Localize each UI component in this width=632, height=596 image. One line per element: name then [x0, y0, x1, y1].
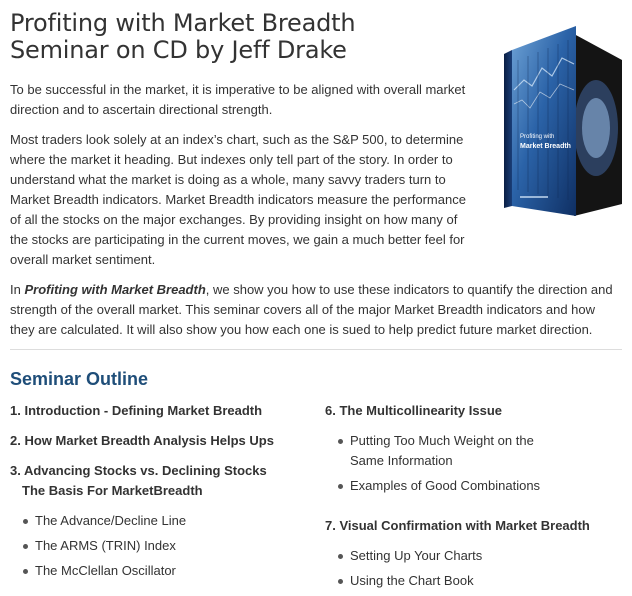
outline-item-3: 3. Advancing Stocks vs. Declining Stocks [10, 463, 267, 478]
outline-item-6: 6. The Multicollinearity Issue [325, 403, 502, 418]
intro-paragraph-1: To be successful in the market, it is imperative to be aligned with overall market direction and to ascertain directional strength. [10, 82, 466, 117]
product-box-image [500, 20, 622, 216]
outline-subitem-advance-decline: The Advance/Decline Line [35, 513, 187, 528]
outline-item-3-continued: The Basis For MarketBreadth [22, 483, 203, 498]
page-title [10, 10, 355, 64]
outline-item-7: 7. Visual Confirmation with Market Breadth [325, 518, 590, 533]
outline-subitem-too-much-weight-continued: Same Information [350, 453, 453, 468]
seminar-title-emphasis: Profiting with Market Breadth [24, 282, 206, 297]
section-divider [10, 349, 622, 350]
outline-item-2: 2. How Market Breadth Analysis Helps Ups [10, 433, 274, 448]
outline-subitem-good-combinations: Examples of Good Combinations [350, 478, 541, 493]
seminar-outline-heading: Seminar Outline [10, 369, 149, 389]
outline-subitem-setting-up-charts: Setting Up Your Charts [350, 548, 483, 563]
outline-subitem-too-much-weight: Putting Too Much Weight on the [350, 433, 534, 448]
intro-paragraph-2: Most traders look solely at an index’s chart, such as the S&P 500, to determine where the market it heading. But indexes only tell part of the story. In order to understand what the market is doing as a whole, many savvy traders turn to Market Breadth indicators. Market Breadth indicators measure the performance of all the stocks on the major exchanges. By providing insight on how many of the stocks are participating in the current moves, we gain a much better feel for overall market sentiment. [10, 132, 466, 267]
bullet-icon [338, 439, 343, 444]
outline-subitem-arms-index: The ARMS (TRIN) Index [35, 538, 176, 553]
bullet-icon [23, 519, 28, 524]
outline-subitem-chart-book: Using the Chart Book [350, 573, 474, 588]
bullet-icon [338, 484, 343, 489]
bullet-icon [338, 554, 343, 559]
cover-title-line-2: Market Breadth [520, 143, 571, 150]
outline-item-1: 1. Introduction - Defining Market Breadth [10, 403, 263, 418]
page-title-line-2: Seminar on CD by Jeff Drake [10, 36, 347, 64]
bullet-icon [23, 569, 28, 574]
bullet-icon [23, 544, 28, 549]
cover-title-line-1: Profiting with [520, 134, 555, 140]
outline-subitem-mcclellan: The McClellan Oscillator [35, 563, 176, 578]
bullet-icon [338, 579, 343, 584]
intro-paragraph-3: In Profiting with Market Breadth, we show you how to use these indicators to quantify the direction and strength of the overall market. This seminar covers all of the major Market Breadth indicators and how they are calculated. It will also show you how each one is sued to help predict future market direction. [10, 282, 613, 337]
page-title-line-1: Profiting with Market Breadth [10, 9, 356, 37]
